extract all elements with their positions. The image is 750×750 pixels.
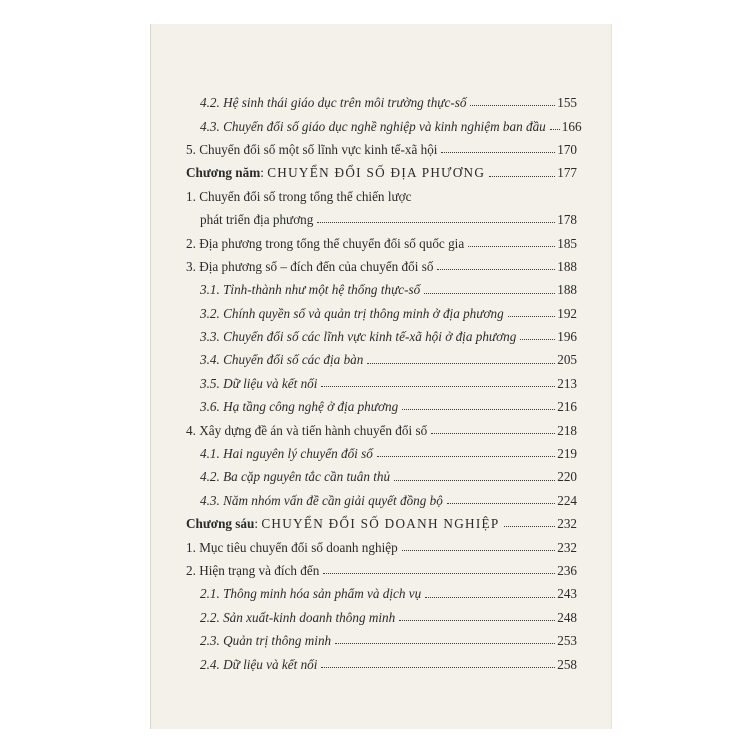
toc-chapter-row: [186, 156, 577, 179]
toc-entry-title: 2.1. Thông minh hóa sản phẩm và dịch vụ: [200, 586, 422, 602]
toc-entry-row: [186, 367, 577, 390]
toc-entry-row: [186, 203, 577, 226]
toc-entry-title: 3.4. Chuyển đổi số các địa bàn: [200, 352, 364, 368]
toc-entry-title: 5. Chuyển đổi số một số lĩnh vực kinh tế-xã hội: [186, 141, 438, 157]
toc-entry-title: 3.1. Tỉnh-thành như một hệ thống thực-số: [200, 282, 421, 298]
toc-entry-title: 2. Hiện trạng và đích đến: [186, 563, 320, 578]
toc-entry-title: 2.3. Quản trị thông minh: [200, 633, 332, 649]
toc-page-number: 232: [557, 516, 577, 532]
dot-leader: [317, 222, 555, 223]
toc-entry-title: 3.5. Dữ liệu và kết nối: [200, 375, 318, 391]
toc-entry-title: 3.2. Chính quyền số và quản trị thông minh ở địa phương: [200, 305, 504, 321]
toc-page-number: 177: [557, 165, 577, 181]
toc-page-number: 248: [557, 609, 577, 625]
toc-page-number: 205: [557, 352, 577, 368]
dot-leader: [425, 597, 555, 598]
table-of-contents: [186, 86, 582, 672]
toc-entry-row: [186, 460, 577, 483]
dot-leader: [447, 503, 555, 504]
toc-chapter-row: [186, 507, 577, 530]
toc-entry-title: 4.3. Năm nhóm vấn đề cần giải quyết đồng bộ: [200, 492, 443, 508]
toc-entry-row: [186, 343, 577, 366]
toc-chapter-label: Chương năm: [186, 165, 261, 181]
toc-entry-row: [186, 320, 577, 343]
toc-page-number: 166: [561, 118, 582, 134]
toc-page-number: 218: [557, 422, 577, 438]
toc-entry-title: 4. Xây dựng đề án và tiến hành chuyển đổi số: [186, 422, 428, 438]
toc-entry-row: [186, 530, 577, 553]
toc-entry-row: [186, 390, 577, 413]
dot-leader: [399, 620, 555, 621]
dot-leader: [335, 643, 555, 644]
dot-leader: [508, 316, 556, 317]
book-page: [150, 24, 612, 729]
dot-leader: [402, 550, 556, 551]
toc-entry-row: [186, 554, 577, 577]
toc-entry-row: [186, 647, 577, 670]
toc-page-number: 236: [557, 563, 577, 578]
dot-leader: [367, 363, 555, 364]
dot-leader: [468, 246, 555, 247]
dot-leader: [377, 456, 555, 457]
toc-entry-row: [186, 133, 577, 156]
toc-page-number: 188: [557, 258, 577, 274]
toc-entry-title: 4.3. Chuyển đổi số giáo dục nghề nghiệp và kinh nghiệm ban đầu: [200, 118, 546, 134]
toc-page-number: 178: [557, 212, 577, 228]
toc-entry-row: [186, 437, 577, 460]
toc-entry-title: 3. Địa phương số – đích đến của chuyển đổi số: [186, 258, 434, 274]
dot-leader: [550, 129, 560, 130]
toc-entry-row: [186, 250, 577, 273]
toc-page-number: 196: [557, 329, 577, 345]
toc-chapter-title: CHUYỂN ĐỔI SỐ ĐỊA PHƯƠNG: [267, 165, 486, 181]
toc-entry-title: 1. Mục tiêu chuyển đổi số doanh nghiệp: [186, 539, 398, 555]
dot-leader: [441, 152, 555, 153]
toc-entry-row: [186, 601, 577, 624]
toc-entry-row: [186, 273, 577, 296]
toc-chapter-label: Chương sáu: [186, 516, 255, 532]
toc-entry-title: 4.1. Hai nguyên lý chuyển đổi số: [200, 446, 373, 462]
toc-page-number: 253: [557, 633, 577, 649]
toc-page-number: 219: [557, 446, 577, 462]
dot-leader: [321, 386, 555, 387]
toc-entry-row: [186, 484, 577, 507]
toc-entry-row: [186, 577, 577, 600]
toc-page-number: 188: [557, 282, 577, 298]
toc-page-number: 232: [557, 539, 577, 555]
toc-chapter-heading: Chương sáu: CHUYỂN ĐỔI SỐ DOANH NGHIỆP: [186, 516, 500, 532]
dot-leader: [489, 176, 555, 177]
dot-leader: [520, 339, 555, 340]
dot-leader: [470, 105, 555, 106]
toc-entry-title: 3.6. Hạ tầng công nghệ ở địa phương: [200, 399, 399, 415]
toc-page-number: 213: [557, 375, 577, 391]
dot-leader: [323, 573, 555, 574]
toc-entry-title: phát triển địa phương: [200, 212, 314, 228]
toc-entry-title: 2. Địa phương trong tổng thể chuyển đổi số quốc gia: [186, 235, 465, 251]
toc-entry-title: 1. Chuyển đổi số trong tổng thể chiến lược: [186, 188, 412, 204]
toc-page-number: 258: [557, 656, 577, 672]
toc-page-number: 192: [557, 305, 577, 321]
toc-entry-title: 3.3. Chuyển đổi số các lĩnh vực kinh tế-xã hội ở địa phương: [200, 329, 517, 345]
toc-entry-row: [186, 226, 577, 249]
toc-entry-row: [186, 86, 577, 109]
dot-leader: [431, 433, 555, 434]
toc-chapter-heading: Chương năm: CHUYỂN ĐỔI SỐ ĐỊA PHƯƠNG: [186, 165, 486, 181]
toc-chapter-title: CHUYỂN ĐỔI SỐ DOANH NGHIỆP: [261, 516, 500, 532]
dot-leader: [321, 667, 555, 668]
toc-entry-row: [186, 413, 577, 436]
toc-page-number: 224: [557, 492, 577, 508]
toc-entry-title: 4.2. Hệ sinh thái giáo dục trên môi trường thực-số: [200, 95, 467, 111]
toc-entry-title: 4.2. Ba cặp nguyên tắc cần tuân thủ: [200, 469, 391, 485]
dot-leader: [402, 409, 555, 410]
toc-page-number: 170: [557, 141, 577, 157]
toc-entry-title: 2.2. Sản xuất-kinh doanh thông minh: [200, 609, 396, 625]
toc-entry-row: [186, 624, 577, 647]
toc-page-number: 185: [557, 235, 577, 251]
toc-entry-row: [186, 297, 577, 320]
dot-leader: [424, 293, 555, 294]
dot-leader: [437, 269, 555, 270]
toc-page-number: 155: [557, 95, 577, 111]
dot-leader: [504, 526, 556, 527]
toc-page-number: 216: [557, 399, 577, 415]
toc-entry-title: 2.4. Dữ liệu và kết nối: [200, 656, 318, 672]
toc-entry-row: [186, 180, 577, 203]
toc-page-number: 220: [557, 469, 577, 485]
toc-entry-row: [186, 109, 582, 134]
dot-leader: [394, 480, 555, 481]
toc-page-number: 243: [557, 586, 577, 602]
